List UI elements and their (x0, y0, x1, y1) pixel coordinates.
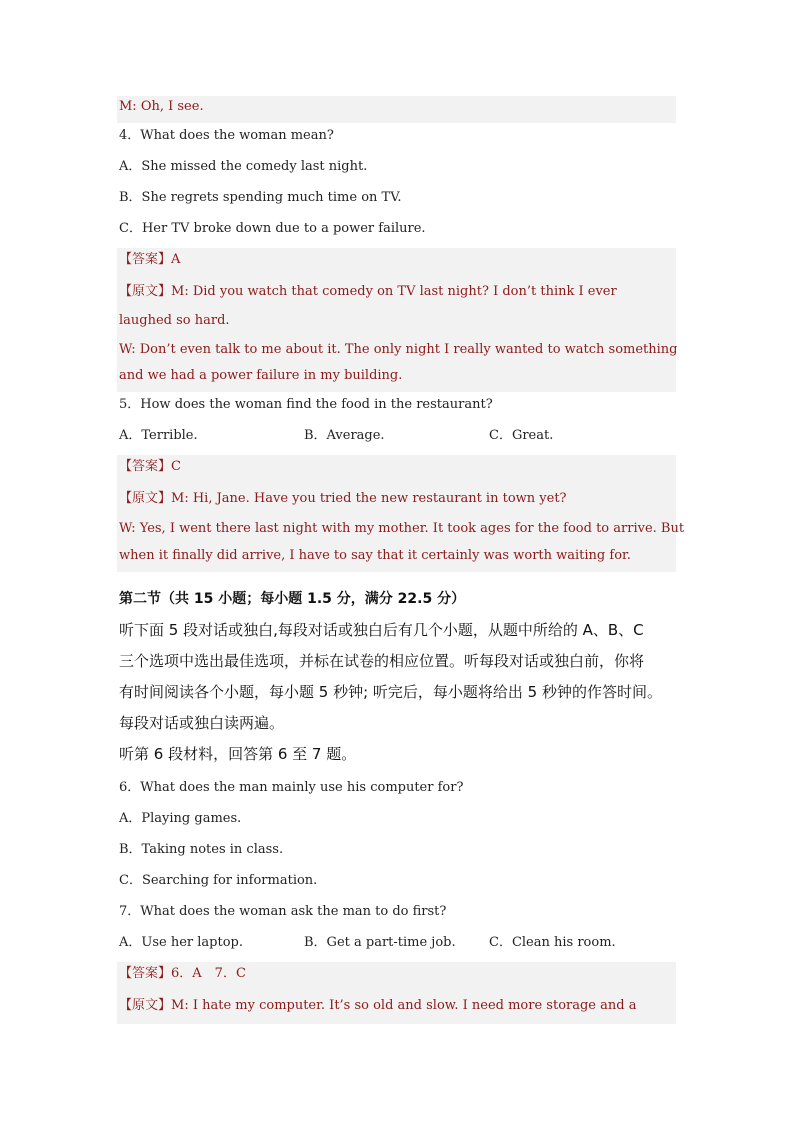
answer-label: 【答案】 (119, 252, 172, 267)
answer-value: C (171, 459, 181, 474)
transcript-line (119, 284, 675, 300)
section-heading: 第二节（共 15 小题；每小题 1.5 分，满分 22.5 分） (119, 591, 466, 607)
transcript-line: when it finally did arrive, I have to say that it certainly was worth waiting for. (119, 548, 631, 563)
option-c: C．Clean his room. (489, 935, 616, 950)
instruction-text: 听第 6 段材料，回答第 6 至 7 题。 (119, 745, 357, 763)
instruction-text: 有时间阅读各个小题，每小题 5 秒钟; 听完后，每小题将给出 5 秒钟的作答时间。 (119, 683, 662, 701)
question-4: 4．What does the woman mean? (119, 128, 334, 143)
question-5: 5．How does the woman find the food in the restaurant? (119, 397, 493, 412)
transcript-line: laughed so hard. (119, 313, 230, 328)
dialogue-line: M: Oh, I see. (119, 99, 204, 114)
transcript-text: M: I hate my computer. It’s so old and slow. I need more storage and a (171, 998, 637, 1013)
option-c: C．Searching for information. (119, 873, 318, 888)
answer-line (119, 966, 675, 982)
option-c: C．Her TV broke down due to a power failure. (119, 221, 426, 236)
option-a: A．Playing games. (119, 811, 242, 826)
option-b: B．Taking notes in class. (119, 842, 284, 857)
option-a: A．Use her laptop. (119, 935, 243, 950)
question-7: 7．What does the woman ask the man to do first? (119, 904, 447, 919)
transcript-label: 【原文】 (119, 998, 172, 1013)
transcript-line (119, 998, 675, 1014)
instruction-text: 听下面 5 段对话或独白,每段对话或独白后有几个小题，从题中所给的 A、B、C (119, 621, 644, 639)
transcript-line: W: Don’t even talk to me about it. The only night I really wanted to watch something (119, 342, 678, 357)
answer-label: 【答案】 (119, 966, 172, 981)
instruction-text: 三个选项中选出最佳选项，并标在试卷的相应位置。听每段对话或独白前，你将 (119, 652, 645, 670)
option-b: B．Get a part-time job. (304, 935, 456, 950)
question-6: 6．What does the man mainly use his computer for? (119, 780, 464, 795)
answer-line (119, 459, 675, 475)
transcript-line: and we had a power failure in my building. (119, 368, 403, 383)
transcript-text: M: Hi, Jane. Have you tried the new restaurant in town yet? (171, 491, 567, 506)
transcript-line (119, 491, 675, 507)
transcript-text: M: Did you watch that comedy on TV last night? I don’t think I ever (171, 284, 617, 299)
instruction-text: 每段对话或独白读两遍。 (119, 714, 285, 732)
option-c: C．Great. (489, 428, 554, 443)
option-b: B．She regrets spending much time on TV. (119, 190, 402, 205)
option-a: A．She missed the comedy last night. (119, 159, 368, 174)
option-b: B．Average. (304, 428, 385, 443)
transcript-label: 【原文】 (119, 284, 172, 299)
answer-line (119, 252, 675, 268)
option-a: A．Terrible. (119, 428, 198, 443)
transcript-label: 【原文】 (119, 491, 172, 506)
transcript-line: W: Yes, I went there last night with my mother. It took ages for the food to arrive. But (119, 521, 685, 536)
answer-label: 【答案】 (119, 459, 172, 474)
answer-value: A (171, 252, 181, 267)
answer-value: 6．A 7．C (171, 966, 246, 981)
